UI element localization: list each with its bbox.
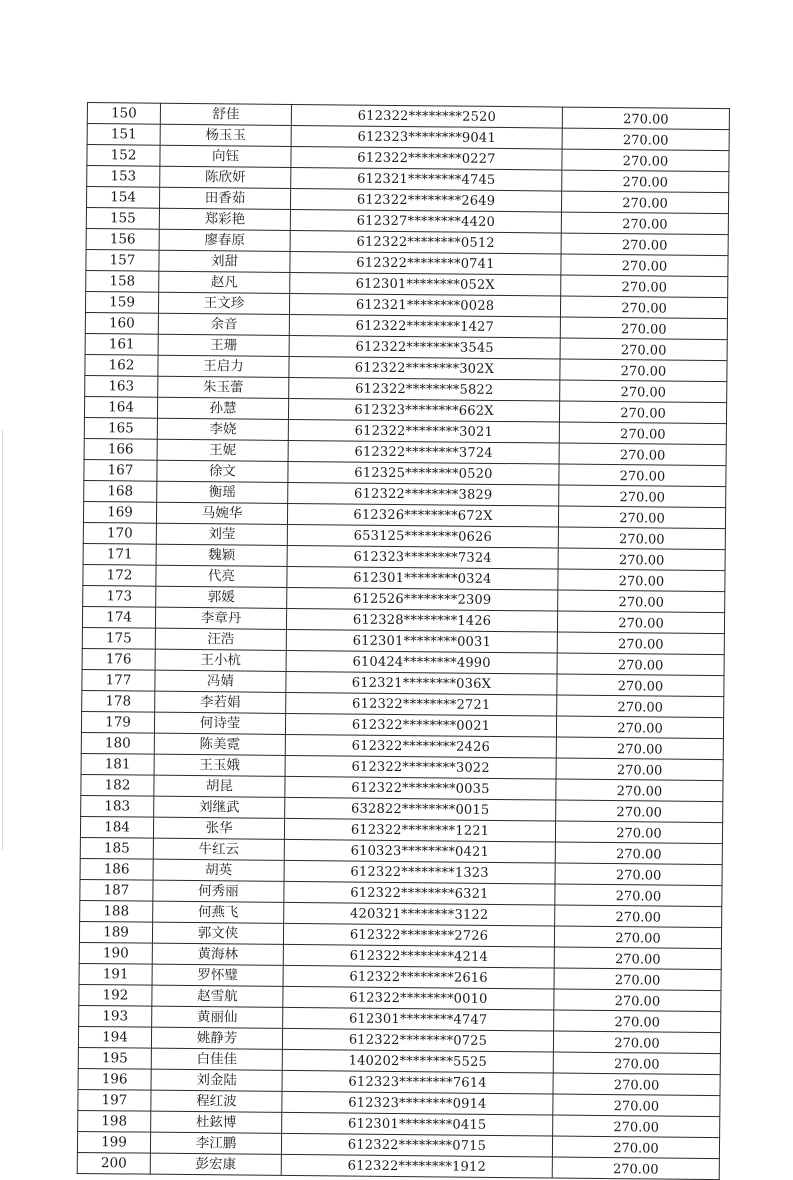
id-number: 140202********5525 [282,1049,553,1073]
person-name: 孙慧 [157,397,288,419]
amount: 270.00 [561,275,728,298]
amount: 270.00 [560,338,727,361]
amount: 270.00 [555,905,722,928]
person-name: 舒佳 [160,103,291,125]
person-name: 姚静芳 [151,1027,282,1049]
scan-edge-line [2,430,3,850]
row-number: 173 [83,585,156,607]
row-number: 198 [78,1110,151,1132]
person-name: 陈欣妍 [160,166,291,188]
person-name: 汪浩 [155,628,286,650]
roster-body [77,103,729,1180]
id-number: 612322********2649 [290,188,561,212]
id-number: 632822********0015 [285,797,556,821]
amount: 270.00 [559,401,726,424]
person-name: 李若娟 [155,691,286,713]
person-name: 胡昆 [154,775,285,797]
row-number: 165 [84,417,157,439]
row-number: 156 [86,228,159,250]
id-number: 612322********5822 [289,377,560,401]
id-number: 612301********4747 [283,1007,554,1031]
person-name: 余音 [158,313,289,335]
id-number: 612301********0324 [287,566,558,590]
amount: 270.00 [553,1073,720,1096]
id-number: 612323********9041 [291,125,562,149]
id-number: 612322********3829 [288,482,559,506]
row-number: 152 [87,145,160,167]
row-number: 150 [87,103,160,125]
amount: 270.00 [560,359,727,382]
id-number: 612322********0035 [285,776,556,800]
person-name: 衡瑶 [157,481,288,503]
id-number: 612322********4214 [283,944,554,968]
row-number: 176 [82,648,155,670]
row-number: 151 [87,124,160,146]
person-name: 李章丹 [155,607,286,629]
amount: 270.00 [557,632,724,655]
person-name: 何秀丽 [153,880,284,902]
person-name: 王文珍 [158,292,289,314]
amount: 270.00 [558,590,725,613]
amount: 270.00 [561,233,728,256]
id-number: 610323********0421 [284,839,555,863]
id-number: 612322********0741 [290,251,561,275]
id-number: 612321********036X [286,671,557,695]
row-number: 157 [86,249,159,271]
person-name: 王玉娥 [154,754,285,776]
row-number: 181 [81,753,154,775]
row-number: 193 [79,1005,152,1027]
row-number: 168 [84,480,157,502]
row-number: 162 [85,354,158,376]
amount: 270.00 [554,989,721,1012]
amount: 270.00 [556,779,723,802]
person-name: 张华 [153,817,284,839]
row-number: 191 [79,963,152,985]
id-number: 612322********0227 [291,146,562,170]
amount: 270.00 [561,212,728,235]
id-number: 612322********0010 [283,986,554,1010]
person-name: 郭文侠 [152,922,283,944]
row-number: 153 [87,166,160,188]
person-name: 王妮 [157,439,288,461]
id-number: 612323********7614 [282,1070,553,1094]
amount: 270.00 [557,674,724,697]
row-number: 166 [84,438,157,460]
amount: 270.00 [552,1136,719,1159]
id-number: 612322********0021 [285,713,556,737]
id-number: 612322********3022 [285,755,556,779]
id-number: 612323********662X [288,398,559,422]
amount: 270.00 [559,422,726,445]
id-number: 612322********3545 [289,335,560,359]
person-name: 向钰 [160,145,291,167]
id-number: 612322********1427 [289,314,560,338]
person-name: 赵雪航 [152,985,283,1007]
amount: 270.00 [560,317,727,340]
subsidy-roster-table [77,102,730,1180]
row-number: 187 [80,879,153,901]
person-name: 魏颖 [156,544,287,566]
amount: 270.00 [555,884,722,907]
amount: 270.00 [552,1157,719,1180]
person-name: 王珊 [158,334,289,356]
amount: 270.00 [554,1010,721,1033]
row-number: 192 [79,984,152,1006]
person-name: 罗怀璧 [152,964,283,986]
row-number: 155 [86,207,159,229]
amount: 270.00 [557,695,724,718]
amount: 270.00 [557,653,724,676]
amount: 270.00 [558,548,725,571]
person-name: 陈美霓 [154,733,285,755]
row-number: 158 [86,270,159,292]
id-number: 612326********672X [287,503,558,527]
row-number: 185 [80,837,153,859]
id-number: 612322********3021 [288,419,559,443]
row-number: 180 [81,732,154,754]
row-number: 186 [80,858,153,880]
person-name: 刘莹 [156,523,287,545]
amount: 270.00 [557,611,724,634]
amount: 270.00 [554,947,721,970]
amount: 270.00 [555,821,722,844]
person-name: 黄海林 [152,943,283,965]
amount: 270.00 [559,485,726,508]
id-number: 612322********2520 [291,104,562,128]
person-name: 何燕飞 [153,901,284,923]
id-number: 612322********302X [289,356,560,380]
person-name: 赵凡 [159,271,290,293]
amount: 270.00 [556,716,723,739]
row-number: 200 [77,1152,150,1174]
id-number: 612322********6321 [284,881,555,905]
person-name: 郭媛 [156,586,287,608]
row-number: 188 [80,900,153,922]
person-name: 田香茹 [159,187,290,209]
id-number: 612322********3724 [288,440,559,464]
person-name: 代亮 [156,565,287,587]
person-name: 杨玉玉 [160,124,291,146]
amount: 270.00 [560,296,727,319]
id-number: 612321********0028 [289,293,560,317]
id-number: 612323********7324 [287,545,558,569]
row-number: 174 [82,606,155,628]
person-name: 彭宏康 [150,1153,281,1175]
row-number: 179 [81,711,154,733]
person-name: 马婉华 [156,502,287,524]
person-name: 廖春原 [159,229,290,251]
row-number: 167 [84,459,157,481]
id-number: 612328********1426 [286,608,557,632]
id-number: 420321********3122 [284,902,555,926]
person-name: 黄丽仙 [152,1006,283,1028]
row-number: 199 [77,1131,150,1153]
amount: 270.00 [559,464,726,487]
id-number: 612322********0715 [281,1133,552,1157]
person-name: 李江鹏 [150,1132,281,1154]
row-number: 183 [81,795,154,817]
row-number: 175 [82,627,155,649]
id-number: 612322********2616 [283,965,554,989]
amount: 270.00 [558,569,725,592]
id-number: 612322********2726 [283,923,554,947]
row-number: 190 [79,942,152,964]
id-number: 610424********4990 [286,650,557,674]
id-number: 612526********2309 [287,587,558,611]
amount: 270.00 [554,968,721,991]
row-number: 177 [82,669,155,691]
id-number: 612322********1912 [281,1154,552,1178]
amount: 270.00 [558,527,725,550]
row-number: 189 [79,921,152,943]
amount: 270.00 [555,863,722,886]
amount: 270.00 [553,1052,720,1075]
amount: 270.00 [560,380,727,403]
id-number: 612325********0520 [288,461,559,485]
row-number: 197 [78,1089,151,1111]
row-number: 178 [82,690,155,712]
amount: 270.00 [556,737,723,760]
amount: 270.00 [556,758,723,781]
row-number: 196 [78,1068,151,1090]
person-name: 胡英 [153,859,284,881]
id-number: 612322********1323 [284,860,555,884]
row-number: 194 [78,1026,151,1048]
person-name: 朱玉蕾 [158,376,289,398]
person-name: 程红波 [151,1090,282,1112]
amount: 270.00 [558,506,725,529]
row-number: 171 [83,543,156,565]
row-number: 172 [83,564,156,586]
amount: 270.00 [553,1115,720,1138]
person-name: 郑彩艳 [159,208,290,230]
row-number: 154 [86,187,159,209]
amount: 270.00 [553,1031,720,1054]
amount: 270.00 [561,254,728,277]
person-name: 刘金陆 [151,1069,282,1091]
row-number: 161 [85,333,158,355]
id-number: 612321********4745 [291,167,562,191]
amount: 270.00 [562,149,729,172]
amount: 270.00 [556,800,723,823]
row-number: 169 [83,501,156,523]
person-name: 冯婧 [155,670,286,692]
person-name: 何诗莹 [154,712,285,734]
person-name: 王启力 [158,355,289,377]
person-name: 徐文 [157,460,288,482]
amount: 270.00 [561,191,728,214]
person-name: 刘甜 [159,250,290,272]
row-number: 195 [78,1047,151,1069]
id-number: 612327********4420 [290,209,561,233]
amount: 270.00 [559,443,726,466]
id-number: 612322********2721 [286,692,557,716]
id-number: 612301********0031 [286,629,557,653]
person-name: 李娆 [157,418,288,440]
amount: 270.00 [562,170,729,193]
id-number: 612322********0512 [290,230,561,254]
amount: 270.00 [562,107,729,130]
amount: 270.00 [554,926,721,949]
person-name: 杜鉉博 [151,1111,282,1133]
id-number: 612301********0415 [282,1112,553,1136]
row-number: 160 [85,312,158,334]
row-number: 170 [83,522,156,544]
amount: 270.00 [562,128,729,151]
amount: 270.00 [553,1094,720,1117]
row-number: 159 [85,291,158,313]
person-name: 牛红云 [153,838,284,860]
id-number: 612322********0725 [282,1028,553,1052]
person-name: 刘继武 [154,796,285,818]
id-number: 612301********052X [290,272,561,296]
id-number: 612322********1221 [284,818,555,842]
row-number: 164 [84,396,157,418]
row-number: 163 [85,375,158,397]
person-name: 王小杭 [155,649,286,671]
amount: 270.00 [555,842,722,865]
id-number: 612323********0914 [282,1091,553,1115]
row-number: 184 [80,816,153,838]
person-name: 白佳佳 [151,1048,282,1070]
row-number: 182 [81,774,154,796]
id-number: 612322********2426 [285,734,556,758]
id-number: 653125********0626 [287,524,558,548]
